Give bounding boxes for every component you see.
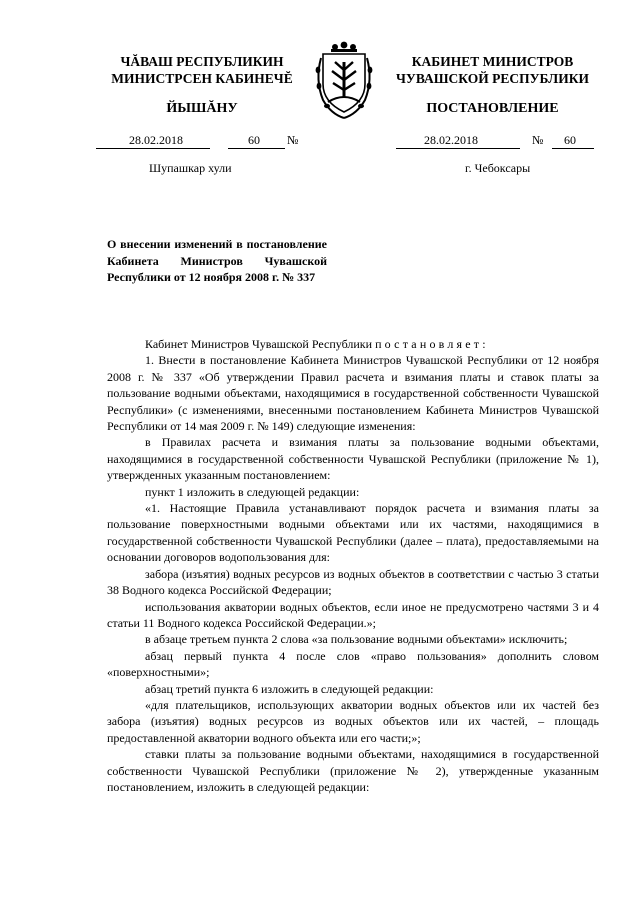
place-chuvash: Шупашкар хули: [149, 161, 232, 175]
body-paragraph: 1. Внести в постановление Кабинета Министров Чувашской Республики от 12 ноября 2008 г. № 337 «Об утверждении Правил расчета и взимания платы и ставок платы за пользование водными объектами, находящимися в государственной собственности Чувашской Республики» (с изменениями, внесенными постановлением Кабинета Министров Чувашской Республики от 14 мая 2009 г. № 149) следующие изменения:: [107, 353, 599, 434]
document-subject: О внесении изменений в постановление Кабинета Министров Чувашской Республики от 12 ноября 2008 г. № 337: [107, 237, 327, 284]
number-left: 60: [248, 133, 260, 147]
body-paragraph: абзац первый пункта 4 после слов «право пользования» дополнить словом «поверхностными»;: [107, 648, 599, 680]
document-body: [107, 336, 599, 795]
body-paragraph: «для плательщиков, использующих акватории водных объектов или их частей без забора (изъятия) водных ресурсов из водных объектов или их частей, – площадь предоставленной акватории водного объекта или его части;»;: [107, 697, 599, 745]
body-paragraph: пункт 1 изложить в следующей редакции:: [145, 484, 360, 499]
place-russian: г. Чебоксары: [465, 161, 531, 175]
number-right: 60: [564, 133, 576, 147]
coat-of-arms-emblem: [313, 40, 375, 122]
date-left: 28.02.2018: [129, 133, 183, 147]
dateline-right: [396, 133, 606, 149]
intro-text: Кабинет Министров Чувашской Республики: [145, 337, 376, 351]
body-paragraph: «1. Настоящие Правила устанавливают порядок расчета и взимания платы за пользование поверхностными водными объектами или их частями, находящимися в государственной собственности Чувашской Республики (далее – плата), предоставляемыми на основании договоров водопользования для:: [107, 501, 599, 565]
header-russian-line2: ЧУВАШСКОЙ РЕСПУБЛИКИ: [396, 71, 589, 86]
body-paragraph: в абзаце третьем пункта 2 слова «за пользование водными объектами» исключить;: [145, 632, 568, 647]
body-paragraph: абзац третий пункта 6 изложить в следующей редакции:: [145, 681, 434, 696]
doctype-russian: ПОСТАНОВЛЕНИЕ: [426, 101, 559, 116]
header-chuvash-line2: МИНИСТРСЕН КАБИНЕЧĔ: [111, 71, 293, 86]
header-chuvash: [96, 53, 308, 87]
date-right: 28.02.2018: [424, 133, 478, 147]
body-paragraph: ставки платы за пользование водными объектами, находящимися в государственной собственности Чувашской Республики (приложение № 2), утвержденные указанным постановлением, изложить в следующей редакции:: [107, 747, 599, 794]
body-paragraph: забора (изъятия) водных ресурсов из водных объектов в соответствии с частью 3 статьи 38 Водного кодекса Российской Федерации;: [107, 566, 599, 598]
intro-decree: постановляет:: [375, 337, 489, 351]
number-sign-right: №: [532, 133, 544, 147]
body-paragraph: использования акватории водных объектов, если иное не предусмотрено частями 3 и 4 статьи 11 Водного кодекса Российской Федерации.»;: [107, 599, 599, 630]
intro-paragraph: [107, 336, 599, 352]
header-chuvash-line1: ЧĂВАШ РЕСПУБЛИКИН: [120, 54, 284, 69]
number-sign-left: №: [287, 133, 299, 147]
dateline-left: [96, 133, 321, 149]
header-russian-line1: КАБИНЕТ МИНИСТРОВ: [411, 54, 574, 69]
body-paragraph: в Правилах расчета и взимания платы за пользование водными объектами, находящимися в государственной собственности Чувашской Республики (приложение № 1), утвержденных указанным постановлением:: [107, 435, 599, 483]
header-russian: [380, 53, 605, 87]
doctype-chuvash: ЙЫШĂНУ: [166, 101, 238, 116]
